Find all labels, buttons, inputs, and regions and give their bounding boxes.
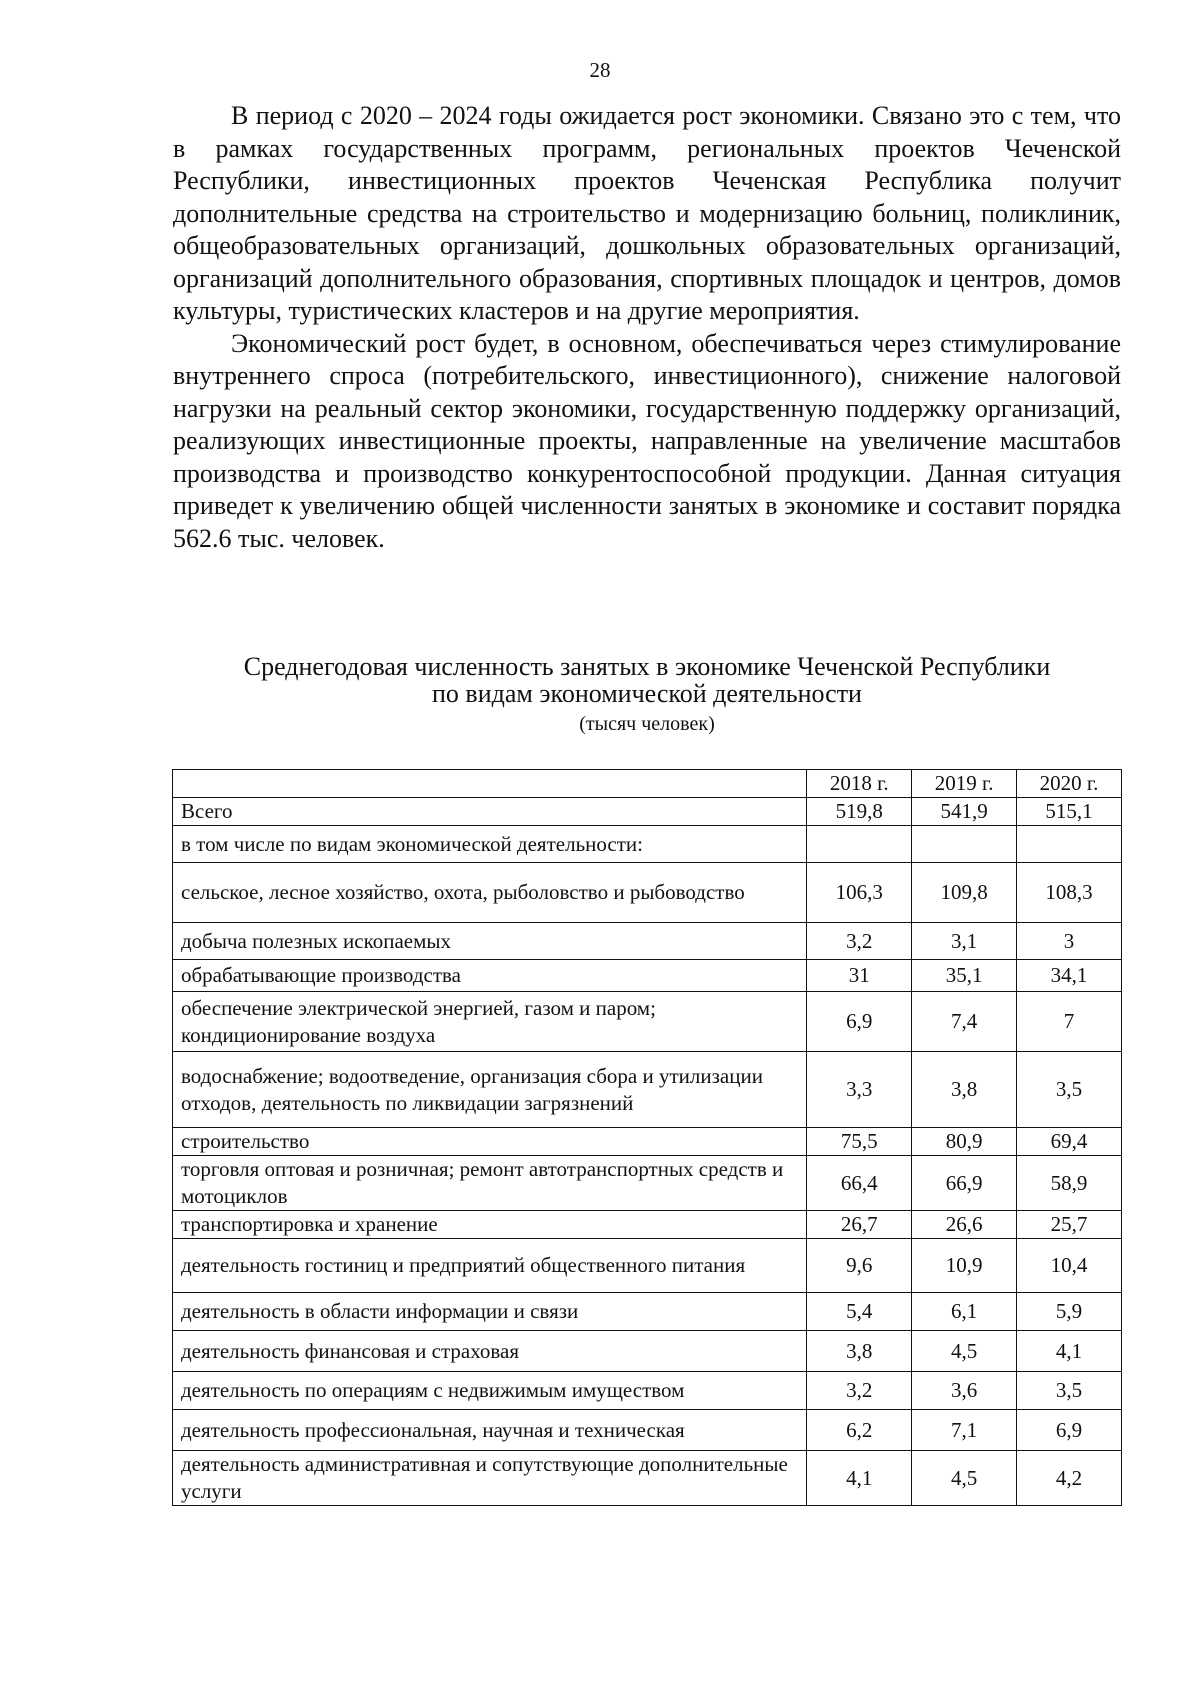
value-2019-cell: 109,8 xyxy=(912,863,1017,923)
value-2020-cell: 3,5 xyxy=(1017,1372,1122,1410)
value-2019-cell: 6,1 xyxy=(912,1293,1017,1331)
value-2019-cell: 4,5 xyxy=(912,1331,1017,1372)
value-2020-cell: 3 xyxy=(1017,923,1122,960)
row-label-cell: деятельность профессиональная, научная и техническая xyxy=(173,1410,807,1451)
value-2018-cell: 6,2 xyxy=(807,1410,912,1451)
table-title xyxy=(173,653,1121,707)
header-cell-2018: 2018 г. xyxy=(807,770,912,798)
value-2018-cell: 4,1 xyxy=(807,1451,912,1506)
table-row xyxy=(173,1128,1122,1156)
row-label-cell: деятельность по операциям с недвижимым имуществом xyxy=(173,1372,807,1410)
value-2018-cell: 519,8 xyxy=(807,798,912,826)
value-2019-cell: 35,1 xyxy=(912,960,1017,992)
value-2020-cell: 6,9 xyxy=(1017,1410,1122,1451)
table-title-line-2: по видам экономической деятельности xyxy=(432,679,862,708)
table-row xyxy=(173,1372,1122,1410)
value-2020-cell: 5,9 xyxy=(1017,1293,1122,1331)
value-2019-cell: 3,8 xyxy=(912,1052,1017,1128)
row-label-cell: транспортировка и хранение xyxy=(173,1211,807,1239)
table-row xyxy=(173,1211,1122,1239)
row-label-cell: торговля оптовая и розничная; ремонт автотранспортных средств и мотоциклов xyxy=(173,1156,807,1211)
value-2018-cell: 66,4 xyxy=(807,1156,912,1211)
value-2020-cell: 4,2 xyxy=(1017,1451,1122,1506)
table-units: (тысяч человек) xyxy=(579,713,715,735)
row-label-cell: деятельность финансовая и страховая xyxy=(173,1331,807,1372)
value-2018-cell: 6,9 xyxy=(807,992,912,1052)
value-2020-cell: 7 xyxy=(1017,992,1122,1052)
row-label-cell: водоснабжение; водоотведение, организация сбора и утилизации отходов, деятельность по ликвидации загрязнений xyxy=(173,1052,807,1128)
value-2019-cell: 10,9 xyxy=(912,1239,1017,1293)
value-2020-cell: 58,9 xyxy=(1017,1156,1122,1211)
value-2019-cell: 7,4 xyxy=(912,992,1017,1052)
row-label-cell: деятельность в области информации и связи xyxy=(173,1293,807,1331)
table-header-row xyxy=(173,770,1122,798)
value-2018-cell xyxy=(807,826,912,863)
value-2018-cell: 3,3 xyxy=(807,1052,912,1128)
table-title-line-1: Среднегодовая численность занятых в экономике Чеченской Республики xyxy=(243,652,1051,681)
table-row xyxy=(173,798,1122,826)
value-2020-cell: 515,1 xyxy=(1017,798,1122,826)
table-row xyxy=(173,1410,1122,1451)
value-2019-cell: 26,6 xyxy=(912,1211,1017,1239)
value-2019-cell: 80,9 xyxy=(912,1128,1017,1156)
table-row xyxy=(173,1293,1122,1331)
row-label-cell: деятельность гостиниц и предприятий общественного питания xyxy=(173,1239,807,1293)
page-number: 28 xyxy=(589,58,611,82)
table-row xyxy=(173,1239,1122,1293)
value-2020-cell: 25,7 xyxy=(1017,1211,1122,1239)
header-cell-2019: 2019 г. xyxy=(912,770,1017,798)
employment-table xyxy=(172,769,1122,1506)
row-label-cell: в том числе по видам экономической деятельности: xyxy=(173,826,807,863)
row-label-cell: строительство xyxy=(173,1128,807,1156)
table-row xyxy=(173,826,1122,863)
value-2019-cell: 541,9 xyxy=(912,798,1017,826)
value-2018-cell: 5,4 xyxy=(807,1293,912,1331)
value-2020-cell: 69,4 xyxy=(1017,1128,1122,1156)
value-2020-cell: 108,3 xyxy=(1017,863,1122,923)
table-row xyxy=(173,923,1122,960)
table-row xyxy=(173,992,1122,1052)
table-body xyxy=(173,798,1122,1506)
value-2018-cell: 31 xyxy=(807,960,912,992)
value-2020-cell: 34,1 xyxy=(1017,960,1122,992)
value-2020-cell: 4,1 xyxy=(1017,1331,1122,1372)
value-2019-cell: 4,5 xyxy=(912,1451,1017,1506)
value-2018-cell: 3,2 xyxy=(807,1372,912,1410)
value-2018-cell: 3,2 xyxy=(807,923,912,960)
row-label-cell: деятельность административная и сопутствующие дополнительные услуги xyxy=(173,1451,807,1506)
paragraph-1: В период с 2020 – 2024 годы ожидается рост экономики. Связано это с тем, что в рамках государственных программ, региональных проектов Чеченской Республики, инвестиционных проектов Чеченская Республика получит дополнительные средства на строительство и модернизацию больниц, поликлиник, общеобразовательных организаций, дошкольных образовательных организаций, организаций дополнительного образования, спортивных площадок и центров, домов культуры, туристических кластеров и на другие мероприятия. xyxy=(173,101,1121,325)
table-row xyxy=(173,1052,1122,1128)
value-2019-cell: 7,1 xyxy=(912,1410,1017,1451)
header-cell-2020: 2020 г. xyxy=(1017,770,1122,798)
row-label-cell: Всего xyxy=(173,798,807,826)
value-2019-cell xyxy=(912,826,1017,863)
value-2018-cell: 106,3 xyxy=(807,863,912,923)
table-row xyxy=(173,1331,1122,1372)
table-row xyxy=(173,960,1122,992)
value-2019-cell: 3,1 xyxy=(912,923,1017,960)
header-cell-label xyxy=(173,770,807,798)
body-text xyxy=(173,100,1121,555)
row-label-cell: сельское, лесное хозяйство, охота, рыболовство и рыбоводство xyxy=(173,863,807,923)
value-2019-cell: 66,9 xyxy=(912,1156,1017,1211)
value-2018-cell: 26,7 xyxy=(807,1211,912,1239)
value-2020-cell: 3,5 xyxy=(1017,1052,1122,1128)
table-row xyxy=(173,863,1122,923)
value-2019-cell: 3,6 xyxy=(912,1372,1017,1410)
row-label-cell: обеспечение электрической энергией, газом и паром; кондиционирование воздуха xyxy=(173,992,807,1052)
table-row xyxy=(173,1451,1122,1506)
value-2020-cell xyxy=(1017,826,1122,863)
row-label-cell: добыча полезных ископаемых xyxy=(173,923,807,960)
row-label-cell: обрабатывающие производства xyxy=(173,960,807,992)
paragraph-2: Экономический рост будет, в основном, обеспечиваться через стимулирование внутреннего спроса (потребительского, инвестиционного), снижение налоговой нагрузки на реальный сектор экономики, государственную поддержку организаций, реализующих инвестиционные проекты, направленные на увеличение масштабов производства и производство конкурентоспособной продукции. Данная ситуация приведет к увеличению общей численности занятых в экономике и составит порядка 562.6 тыс. человек. xyxy=(173,328,1121,553)
value-2020-cell: 10,4 xyxy=(1017,1239,1122,1293)
value-2018-cell: 3,8 xyxy=(807,1331,912,1372)
table-row xyxy=(173,1156,1122,1211)
value-2018-cell: 75,5 xyxy=(807,1128,912,1156)
value-2018-cell: 9,6 xyxy=(807,1239,912,1293)
